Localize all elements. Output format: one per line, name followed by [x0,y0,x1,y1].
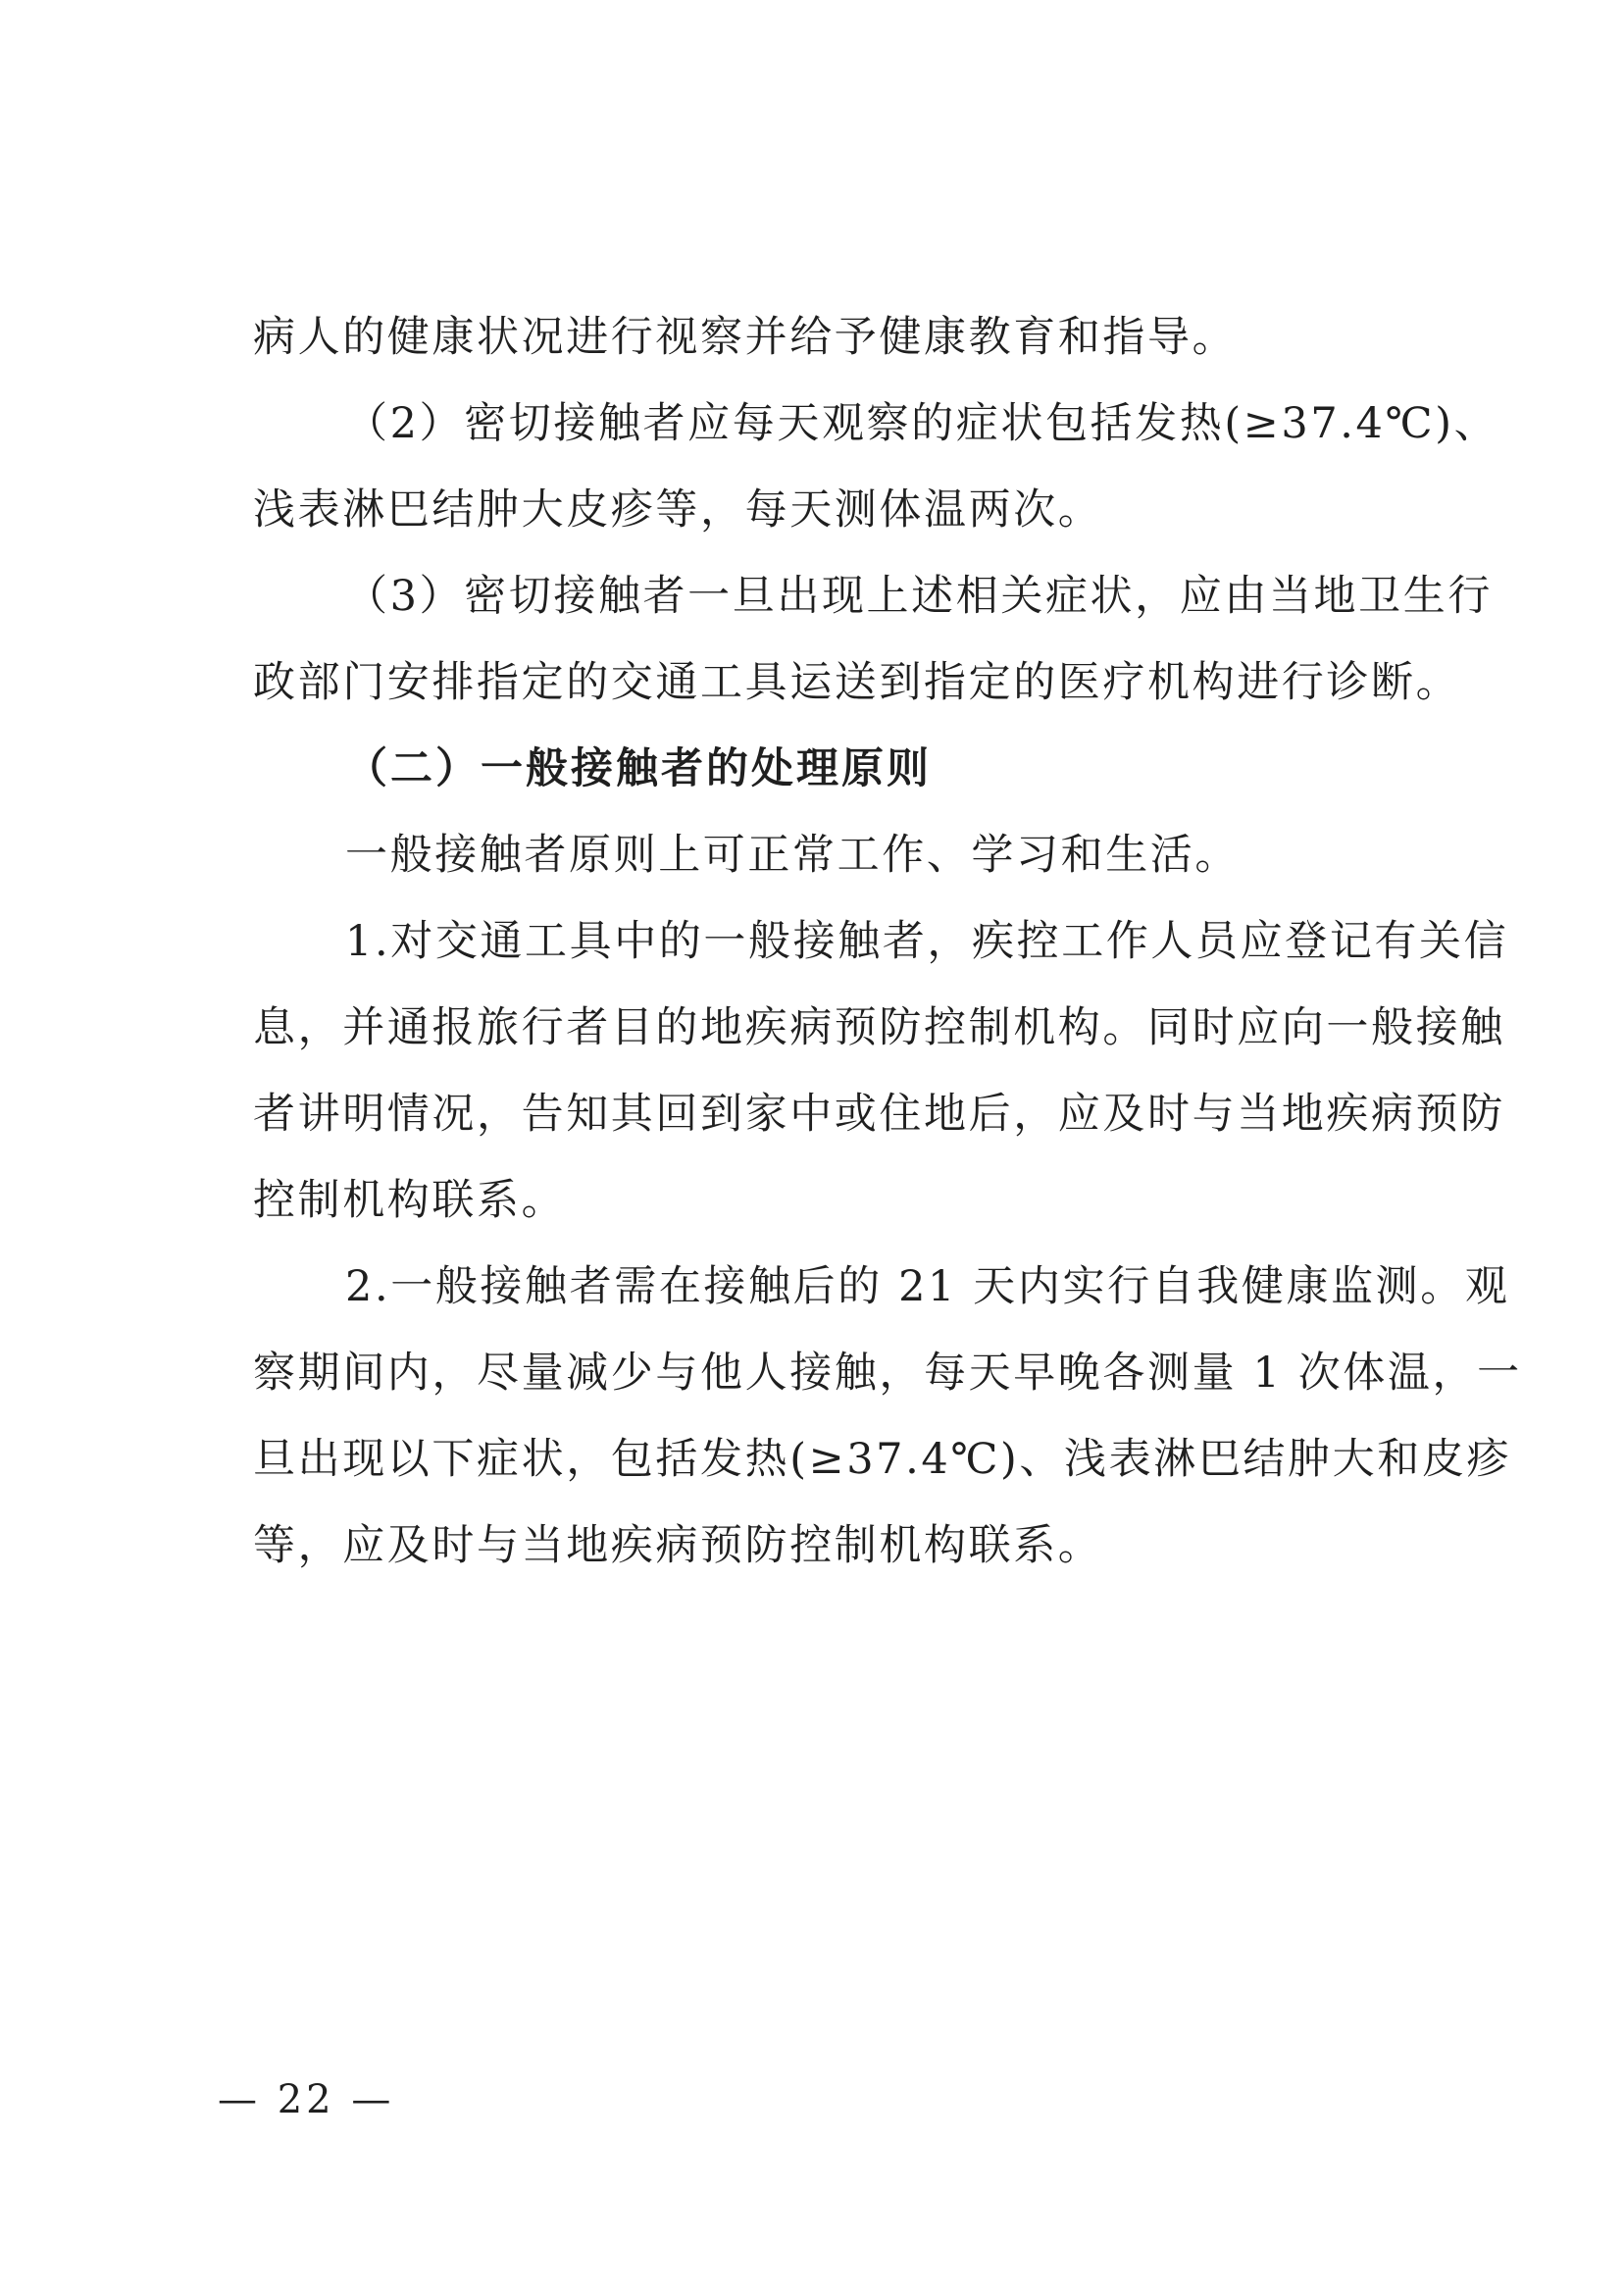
text-line: （3）密切接触者一旦出现上述相关症状，应由当地卫生行 [345,572,1493,621]
text-line: 控制机构联系。 [253,1176,567,1225]
text-line: 息，并通报旅行者目的地疾病预防控制机构。同时应向一般接触 [253,1003,1505,1052]
document-body [253,294,1522,1589]
text-line: 者讲明情况，告知其回到家中或住地后，应及时与当地疾病预防 [253,1090,1505,1139]
text-line: 等，应及时与当地疾病预防控制机构联系。 [253,1521,1103,1570]
section-heading: （二）一般接触者的处理原则 [345,744,932,793]
text-line: 浅表淋巴结肿大皮疹等，每天测体温两次。 [253,485,1103,535]
text-line: 1.对交通工具中的一般接触者，疾控工作人员应登记有关信 [345,917,1509,966]
text-line: 旦出现以下症状，包括发热(≥37.4℃)、浅表淋巴结肿大和皮疹 [253,1435,1512,1484]
text-line: 病人的健康状况进行视察并给予健康教育和指导。 [253,313,1238,362]
text-line: 察期间内，尽量减少与他人接触，每天早晚各测量 1 次体温，一 [253,1349,1522,1398]
page-number: — 22 — [218,2077,395,2122]
text-line: 一般接触者原则上可正常工作、学习和生活。 [345,831,1240,880]
text-line: 政部门安排指定的交通工具运送到指定的医疗机构进行诊断。 [253,658,1461,707]
text-line: （2）密切接触者应每天观察的症状包括发热(≥37.4℃)、 [345,399,1499,448]
text-line: 2.一般接触者需在接触后的 21 天内实行自我健康监测。观 [345,1262,1510,1311]
